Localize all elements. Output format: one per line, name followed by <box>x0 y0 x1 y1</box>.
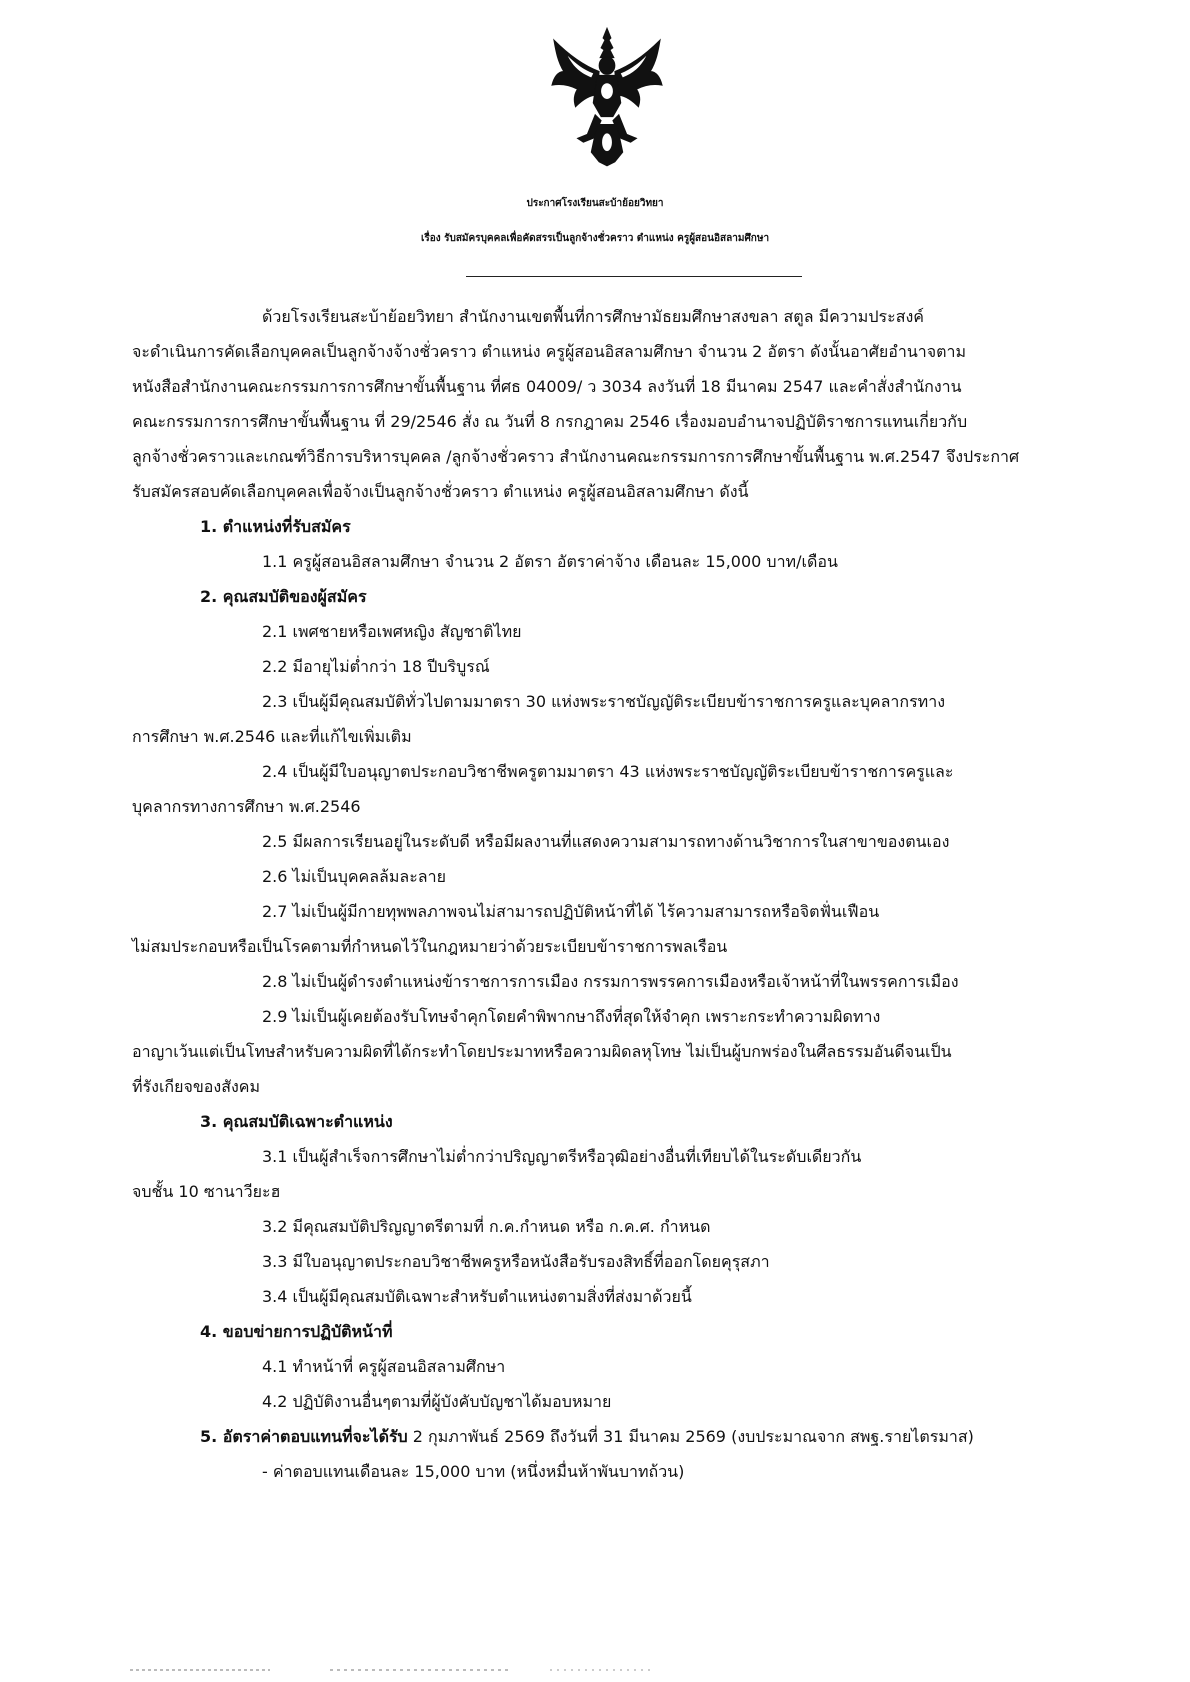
section-2-item-cont: การศึกษา พ.ศ.2546 และที่แก้ไขเพิ่มเติม <box>132 727 412 746</box>
section-4-item: 4.1 ทำหน้าที่ ครูผู้สอนอิสลามศึกษา <box>262 1357 506 1376</box>
scan-artifact-marks <box>130 1664 650 1674</box>
section-3-item: 3.2 มีคุณสมบัติปริญญาตรีตามที่ ก.ค.กำหนด หรือ ก.ค.ศ. กำหนด <box>262 1217 711 1236</box>
section-2-item: 2.6 ไม่เป็นบุคคลล้มละลาย <box>262 867 446 886</box>
announcement-title: ประกาศโรงเรียนสะบ้าย้อยวิทยา <box>526 198 664 209</box>
section-2-item: 2.3 เป็นผู้มีคุณสมบัติทั่วไปตามมาตรา 30 แห่งพระราชบัญญัติระเบียบข้าราชการครูและบุคลากรทาง <box>262 692 946 711</box>
intro-line: ด้วยโรงเรียนสะบ้าย้อยวิทยา สำนักงานเขตพื้นที่การศึกษามัธยมศึกษาสงขลา สตูล มีความประสงค์ <box>262 307 924 326</box>
section-5-heading: 5. อัตราค่าตอบแทนที่จะได้รับ <box>200 1427 408 1446</box>
section-5-period: 2 กุมภาพันธ์ 2569 ถึงวันที่ 31 มีนาคม 2569 (งบประมาณจาก สพฐ.รายไตรมาส) <box>407 1427 974 1446</box>
section-5-line <box>200 1427 974 1447</box>
section-2-item: 2.2 มีอายุไม่ต่ำกว่า 18 ปีบริบูรณ์ <box>262 657 490 676</box>
section-2-item-cont: ไม่สมประกอบหรือเป็นโรคตามที่กำหนดไว้ในกฎหมายว่าด้วยระเบียบข้าราชการพลเรือน <box>132 937 728 956</box>
announcement-subject: เรื่อง รับสมัครบุคคลเพื่อคัดสรรเป็นลูกจ้างชั่วคราว ตำแหน่ง ครูผู้สอนอิสลามศึกษา <box>420 233 770 244</box>
section-1-item: 1.1 ครูผู้สอนอิสลามศึกษา จำนวน 2 อัตรา อัตราค่าจ้าง เดือนละ 15,000 บาท/เดือน <box>262 552 838 571</box>
section-3-item-cont: จบชั้น 10 ซานาวียะฮ <box>132 1182 281 1201</box>
section-3-heading: 3. คุณสมบัติเฉพาะตำแหน่ง <box>200 1112 393 1131</box>
intro-line: รับสมัครสอบคัดเลือกบุคคลเพื่อจ้างเป็นลูกจ้างชั่วคราว ตำแหน่ง ครูผู้สอนอิสลามศึกษา ดังนี้ <box>132 482 749 501</box>
section-3-item: 3.4 เป็นผู้มีคุณสมบัติเฉพาะสำหรับตำแหน่งตามสิ่งที่ส่งมาด้วยนี้ <box>262 1287 692 1306</box>
intro-line: คณะกรรมการการศึกษาขั้นพื้นฐาน ที่ 29/2546 สั่ง ณ วันที่ 8 กรกฎาคม 2546 เรื่องมอบอำนาจปฏิบัติราชการแทนเกี่ยวกับ <box>132 412 968 431</box>
section-3-item: 3.1 เป็นผู้สำเร็จการศึกษาไม่ต่ำกว่าปริญญาตรีหรือวุฒิอย่างอื่นที่เทียบได้ในระดับเดียวกัน <box>262 1147 862 1166</box>
section-2-item-cont: อาญาเว้นแต่เป็นโทษสำหรับความผิดที่ได้กระทำโดยประมาทหรือความผิดลหุโทษ ไม่เป็นผู้บกพร่องในศีลธรรมอันดีจนเป็น <box>132 1042 952 1061</box>
section-2-item-cont: บุคลากรทางการศึกษา พ.ศ.2546 <box>132 797 361 816</box>
section-4-heading: 4. ขอบข่ายการปฏิบัติหน้าที่ <box>200 1322 393 1341</box>
section-4-item: 4.2 ปฏิบัติงานอื่นๆตามที่ผู้บังคับบัญชาได้มอบหมาย <box>262 1392 612 1411</box>
intro-line: หนังสือสำนักงานคณะกรรมการการศึกษาขั้นพื้นฐาน ที่ศธ 04009/ ว 3034 ลงวันที่ 18 มีนาคม 2547 และคำสั่งสำนักงาน <box>132 377 962 396</box>
title-divider <box>466 276 802 277</box>
garuda-emblem-icon <box>548 26 666 168</box>
section-2-item: 2.9 ไม่เป็นผู้เคยต้องรับโทษจำคุกโดยคำพิพากษาถึงที่สุดให้จำคุก เพราะกระทำความผิดทาง <box>262 1007 881 1026</box>
section-2-heading: 2. คุณสมบัติของผู้สมัคร <box>200 587 367 606</box>
section-2-item: 2.7 ไม่เป็นผู้มีกายทุพพลภาพจนไม่สามารถปฏิบัติหน้าที่ได้ ไร้ความสามารถหรือจิตฟั่นเฟือน <box>262 902 880 921</box>
section-2-item-cont: ที่รังเกียจของสังคม <box>132 1077 261 1096</box>
section-2-item: 2.1 เพศชายหรือเพศหญิง สัญชาติไทย <box>262 622 522 641</box>
section-2-item: 2.8 ไม่เป็นผู้ดำรงตำแหน่งข้าราชการการเมือง กรรมการพรรคการเมืองหรือเจ้าหน้าที่ในพรรคการเมือง <box>262 972 959 991</box>
section-2-item: 2.4 เป็นผู้มีใบอนุญาตประกอบวิชาชีพครูตามมาตรา 43 แห่งพระราชบัญญัติระเบียบข้าราชการครูและ <box>262 762 954 781</box>
section-5-pay: - ค่าตอบแทนเดือนละ 15,000 บาท (หนึ่งหมื่นห้าพันบาทถ้วน) <box>262 1462 685 1481</box>
intro-line: ลูกจ้างชั่วคราวและเกณฑ์วิธีการบริหารบุคคล /ลูกจ้างชั่วคราว สำนักงานคณะกรรมการการศึกษาขั้นพื้นฐาน พ.ศ.2547 จึงประกาศ <box>132 447 1020 466</box>
section-1-heading: 1. ตำแหน่งที่รับสมัคร <box>200 517 351 536</box>
section-2-item: 2.5 มีผลการเรียนอยู่ในระดับดี หรือมีผลงานที่แสดงความสามารถทางด้านวิชาการในสาขาของตนเอง <box>262 832 950 851</box>
section-3-item: 3.3 มีใบอนุญาตประกอบวิชาชีพครูหรือหนังสือรับรองสิทธิ์ที่ออกโดยคุรุสภา <box>262 1252 770 1271</box>
intro-line: จะดำเนินการคัดเลือกบุคคลเป็นลูกจ้างจ้างชั่วคราว ตำแหน่ง ครูผู้สอนอิสลามศึกษา จำนวน 2 อัตรา ดังนั้นอาศัยอำนาจตาม <box>132 342 967 361</box>
